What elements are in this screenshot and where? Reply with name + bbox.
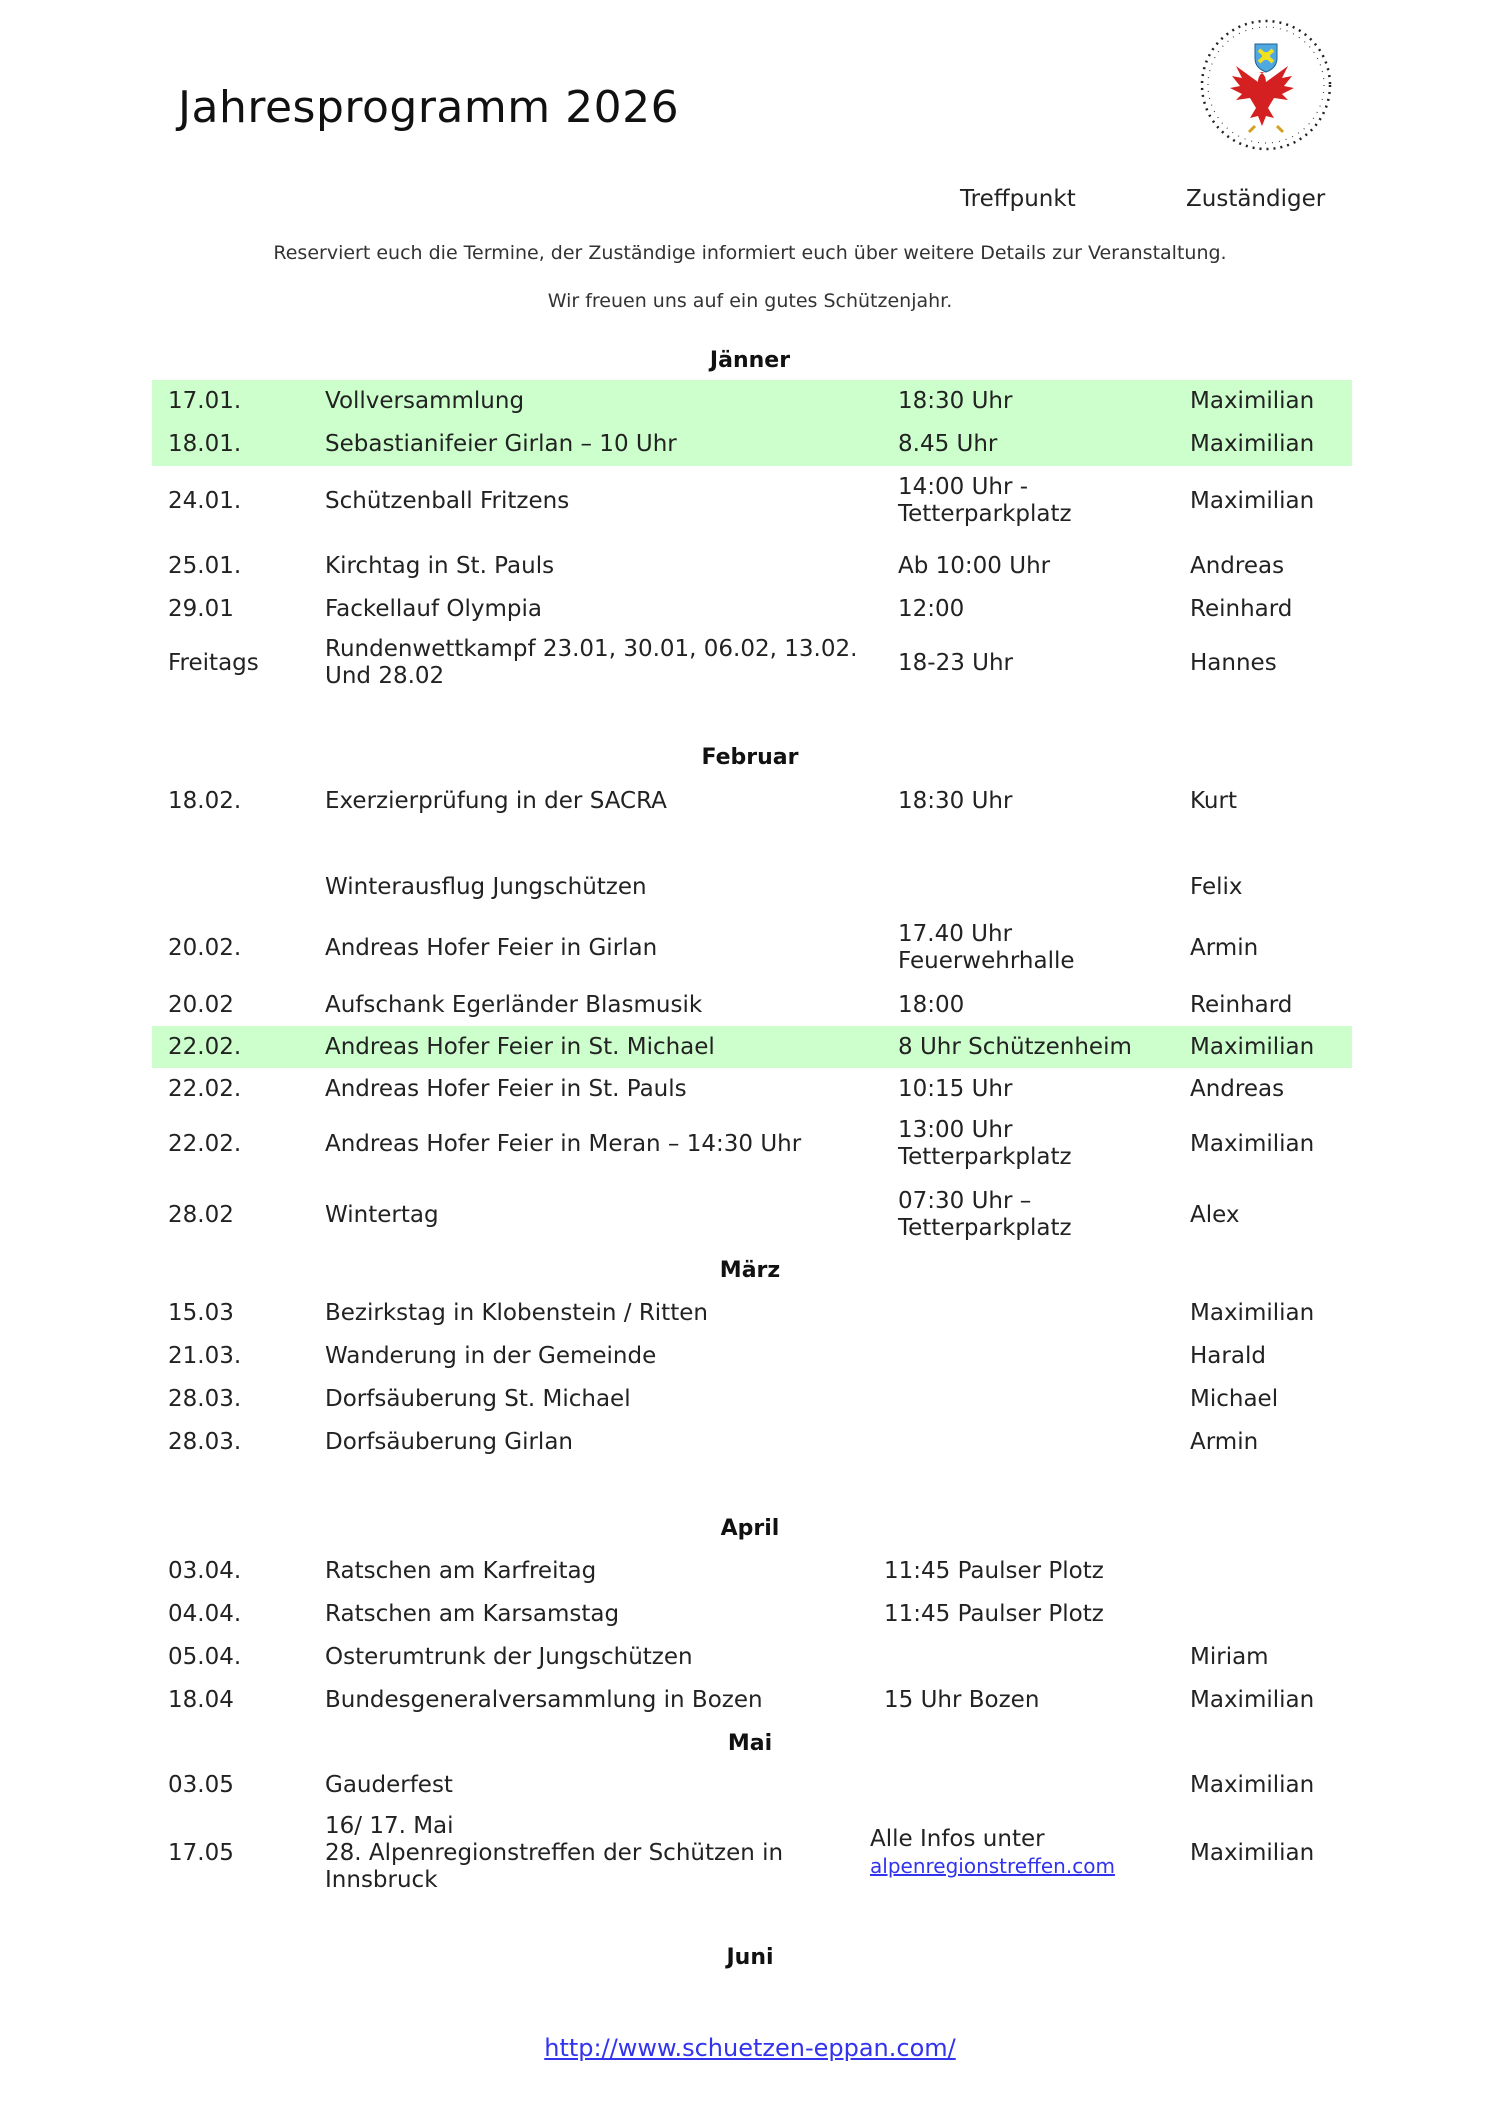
- intro-line-2: Wir freuen uns auf ein gutes Schützenjahr.: [547, 290, 953, 312]
- event-date: 22.02.: [168, 1131, 242, 1157]
- event-date: 22.02.: [168, 1034, 242, 1060]
- event-responsible-person: Hannes: [1190, 650, 1277, 676]
- text-line: 12:00: [898, 596, 965, 622]
- text-line: Dorfsäuberung Girlan: [325, 1429, 573, 1455]
- event-title: [325, 1644, 693, 1671]
- event-date: 17.01.: [168, 388, 242, 414]
- event-row: [152, 1593, 1352, 1635]
- event-title: [325, 935, 657, 962]
- event-date: 24.01.: [168, 488, 242, 514]
- event-row: [152, 1292, 1352, 1334]
- event-meeting-point: [870, 1826, 1115, 1880]
- text-line: Feuerwehrhalle: [898, 948, 1075, 974]
- event-date: 20.02.: [168, 935, 242, 961]
- event-responsible-person: Alex: [1190, 1202, 1240, 1228]
- text-line: 10:15 Uhr: [898, 1076, 1013, 1102]
- column-header-zustaendiger: Zuständiger: [1186, 186, 1326, 212]
- event-row: [152, 588, 1352, 630]
- month-heading-6: Juni: [726, 1945, 774, 1970]
- text-line: 14:00 Uhr -: [898, 474, 1029, 500]
- event-date: 18.02.: [168, 788, 242, 814]
- event-title: [325, 1202, 439, 1229]
- event-title: [325, 1034, 715, 1061]
- text-line: 16/ 17. Mai: [325, 1813, 454, 1839]
- text-line: 13:00 Uhr: [898, 1117, 1013, 1143]
- event-title: [325, 992, 702, 1019]
- event-responsible-person: Kurt: [1190, 788, 1237, 814]
- text-line: Osterumtrunk der Jungschützen: [325, 1644, 693, 1670]
- text-line: Andreas Hofer Feier in St. Michael: [325, 1034, 715, 1060]
- text-line: Sebastianifeier Girlan – 10 Uhr: [325, 431, 677, 457]
- event-title: [325, 1813, 783, 1894]
- event-meeting-point: [898, 650, 1013, 677]
- event-responsible-person: Maximilian: [1190, 431, 1315, 457]
- text-line: Und 28.02: [325, 663, 445, 689]
- event-row: [152, 423, 1352, 466]
- text-line: Tetterparkplatz: [898, 1144, 1072, 1170]
- event-title: [325, 1131, 801, 1158]
- text-line: 18:30 Uhr: [898, 788, 1013, 814]
- event-row: [152, 1335, 1352, 1377]
- event-row: [152, 916, 1352, 980]
- page-title: Jahresprogramm 2026: [178, 82, 680, 133]
- event-responsible-person: Andreas: [1190, 553, 1285, 579]
- event-meeting-point: [898, 596, 964, 623]
- event-date: 28.03.: [168, 1429, 242, 1455]
- event-meeting-point: [898, 553, 1050, 580]
- text-line: Gauderfest: [325, 1772, 453, 1798]
- text-line: Kirchtag in St. Pauls: [325, 553, 555, 579]
- event-date: 28.03.: [168, 1386, 242, 1412]
- event-meeting-point: [884, 1687, 1039, 1714]
- event-row: [152, 1550, 1352, 1592]
- event-meeting-point: [898, 788, 1012, 815]
- event-meeting-point: [898, 388, 1012, 415]
- event-responsible-person: Maximilian: [1190, 1131, 1315, 1157]
- event-title: [325, 1300, 708, 1327]
- month-heading-1: Jänner: [709, 348, 791, 373]
- event-row: [152, 1112, 1352, 1176]
- text-line: Tetterparkplatz: [898, 501, 1072, 527]
- text-line: 8.45 Uhr: [898, 431, 998, 457]
- text-line: Andreas Hofer Feier in Girlan: [325, 935, 658, 961]
- month-heading-4: April: [720, 1516, 780, 1541]
- event-title: [325, 488, 569, 515]
- event-date: 28.02: [168, 1202, 234, 1228]
- event-row: [152, 780, 1352, 822]
- event-responsible-person: Maximilian: [1190, 1772, 1315, 1798]
- text-line: Vollversammlung: [325, 388, 525, 414]
- text-line: Andreas Hofer Feier in Meran – 14:30 Uhr: [325, 1131, 802, 1157]
- month-heading-5: Mai: [727, 1731, 773, 1756]
- text-line: 18:30 Uhr: [898, 388, 1013, 414]
- event-title: [325, 596, 542, 623]
- intro-line-1: Reserviert euch die Termine, der Zuständige informiert euch über weitere Details zur Veranstaltung.: [273, 242, 1227, 264]
- event-row: [152, 1378, 1352, 1420]
- event-responsible-person: Felix: [1190, 874, 1243, 900]
- event-responsible-person: Andreas: [1190, 1076, 1285, 1102]
- event-meeting-point: [898, 1188, 1072, 1242]
- event-meeting-point: [898, 1117, 1072, 1171]
- event-title: [325, 388, 524, 415]
- event-date: 03.05: [168, 1772, 234, 1798]
- event-meeting-point: [898, 921, 1075, 975]
- event-date: 15.03: [168, 1300, 234, 1326]
- text-line: 28. Alpenregionstreffen der Schützen in: [325, 1840, 784, 1866]
- text-line: Tetterparkplatz: [898, 1215, 1072, 1241]
- event-responsible-person: Maximilian: [1190, 488, 1315, 514]
- event-responsible-person: Reinhard: [1190, 992, 1293, 1018]
- event-responsible-person: Maximilian: [1190, 1840, 1315, 1866]
- event-title: [325, 1386, 631, 1413]
- text-line: Bundesgeneralversammlung in Bozen: [325, 1687, 763, 1713]
- text-line: Ab 10:00 Uhr: [898, 553, 1051, 579]
- event-date: 18.04: [168, 1687, 234, 1713]
- event-row: [152, 380, 1352, 423]
- event-title: [325, 1558, 596, 1585]
- event-responsible-person: Michael: [1190, 1386, 1279, 1412]
- text-line: Fackellauf Olympia: [325, 596, 542, 622]
- text-line: 07:30 Uhr –: [898, 1188, 1032, 1214]
- event-meeting-point: [884, 1558, 1104, 1585]
- text-line: 8 Uhr Schützenheim: [898, 1034, 1132, 1060]
- text-line: 17.40 Uhr: [898, 921, 1013, 947]
- text-line: Alle Infos unter: [870, 1826, 1045, 1852]
- event-title: [325, 553, 554, 580]
- event-responsible-person: Armin: [1190, 1429, 1259, 1455]
- event-title: [325, 1076, 687, 1103]
- event-row: [152, 1764, 1352, 1806]
- event-date: 25.01.: [168, 553, 242, 579]
- event-responsible-person: Harald: [1190, 1343, 1266, 1369]
- text-line: Exerzierprüfung in der SACRA: [325, 788, 667, 814]
- website-link[interactable]: http://www.schuetzen-eppan.com/: [544, 2034, 956, 2062]
- event-date: 03.04.: [168, 1558, 242, 1584]
- event-row: [152, 1808, 1352, 1898]
- event-row: [152, 630, 1352, 696]
- event-title: [325, 874, 647, 901]
- text-line: Rundenwettkampf 23.01, 30.01, 06.02, 13.02.: [325, 636, 858, 662]
- event-date: 05.04.: [168, 1644, 242, 1670]
- event-responsible-person: Armin: [1190, 935, 1259, 961]
- event-row: [152, 1636, 1352, 1678]
- event-row: [152, 1026, 1352, 1068]
- event-date: Freitags: [168, 650, 259, 676]
- event-row: [152, 1679, 1352, 1721]
- tyrolean-eagle-crest-icon: [1195, 14, 1337, 156]
- event-date: 22.02.: [168, 1076, 242, 1102]
- event-title: [325, 1343, 656, 1370]
- event-responsible-person: Maximilian: [1190, 1034, 1315, 1060]
- event-row: [152, 984, 1352, 1026]
- month-heading-2: Februar: [701, 745, 799, 770]
- text-line: Dorfsäuberung St. Michael: [325, 1386, 631, 1412]
- event-responsible-person: Reinhard: [1190, 596, 1293, 622]
- footer: [0, 2034, 1500, 2062]
- text-line: 11:45 Paulser Plotz: [884, 1558, 1104, 1584]
- event-title: [325, 1429, 573, 1456]
- event-meeting-point: [884, 1601, 1104, 1628]
- event-date: 21.03.: [168, 1343, 242, 1369]
- text-line: 15 Uhr Bozen: [884, 1687, 1040, 1713]
- event-responsible-person: Miriam: [1190, 1644, 1269, 1670]
- text-line: Andreas Hofer Feier in St. Pauls: [325, 1076, 687, 1102]
- event-date: 04.04.: [168, 1601, 242, 1627]
- text-line: 18:00: [898, 992, 965, 1018]
- event-responsible-person: Maximilian: [1190, 1687, 1315, 1713]
- text-line: Ratschen am Karfreitag: [325, 1558, 597, 1584]
- event-title: [325, 1772, 453, 1799]
- event-title: [325, 636, 857, 690]
- text-line: 11:45 Paulser Plotz: [884, 1601, 1104, 1627]
- event-date: 29.01: [168, 596, 234, 622]
- event-title: [325, 1601, 619, 1628]
- event-responsible-person: Maximilian: [1190, 388, 1315, 414]
- text-line: Wanderung in der Gemeinde: [325, 1343, 657, 1369]
- event-responsible-person: Maximilian: [1190, 1300, 1315, 1326]
- event-title: [325, 431, 677, 458]
- event-info-link[interactable]: alpenregionstreffen.com: [870, 1854, 1115, 1878]
- month-heading-3: März: [719, 1258, 781, 1283]
- event-date: 20.02: [168, 992, 234, 1018]
- event-row: [152, 866, 1352, 908]
- event-row: [152, 1068, 1352, 1111]
- event-date: 18.01.: [168, 431, 242, 457]
- event-meeting-point: [898, 431, 997, 458]
- event-meeting-point: [898, 474, 1072, 528]
- event-title: [325, 788, 667, 815]
- text-line: Bezirkstag in Klobenstein / Ritten: [325, 1300, 708, 1326]
- event-meeting-point: [898, 1034, 1132, 1061]
- text-line: Schützenball Fritzens: [325, 488, 570, 514]
- text-line: 18-23 Uhr: [898, 650, 1014, 676]
- text-line: Wintertag: [325, 1202, 439, 1228]
- event-row: [152, 469, 1352, 533]
- event-meeting-point: [898, 1076, 1012, 1103]
- event-meeting-point: [898, 992, 964, 1019]
- event-row: [152, 1421, 1352, 1463]
- event-date: 17.05: [168, 1840, 234, 1866]
- text-line: Ratschen am Karsamstag: [325, 1601, 620, 1627]
- text-line: Innsbruck: [325, 1867, 438, 1893]
- text-line: Aufschank Egerländer Blasmusik: [325, 992, 703, 1018]
- event-title: [325, 1687, 763, 1714]
- text-line: Winterausflug Jungschützen: [325, 874, 647, 900]
- event-row: [152, 545, 1352, 587]
- event-row: [152, 1182, 1352, 1248]
- club-logo: [1195, 14, 1337, 156]
- column-header-treffpunkt: Treffpunkt: [960, 186, 1076, 212]
